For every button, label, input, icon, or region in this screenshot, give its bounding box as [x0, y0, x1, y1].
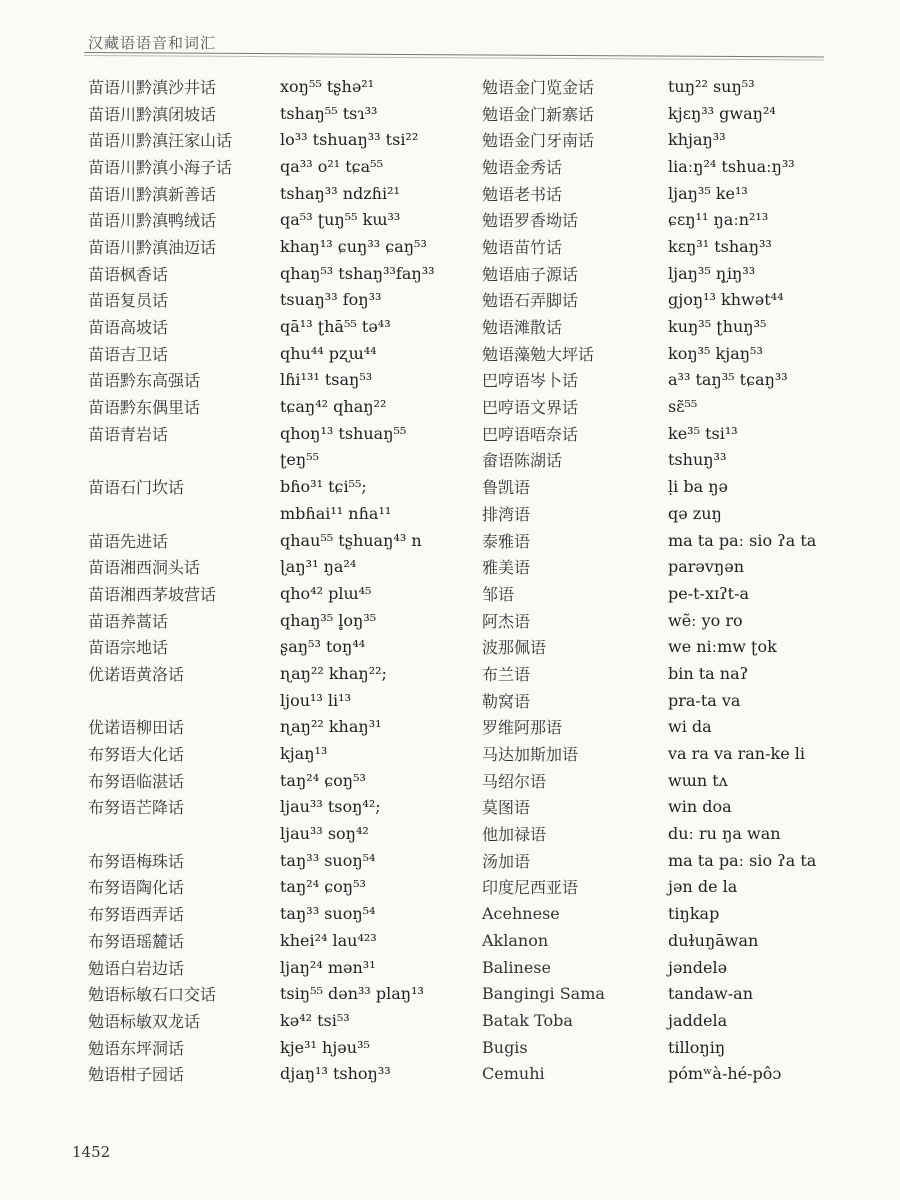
word-form: ɭaŋ³¹ ŋa²⁴	[280, 557, 357, 577]
entry-row	[482, 1034, 816, 1061]
word-form: xoŋ⁵⁵ tʂhə²¹	[280, 76, 375, 96]
language-name: 泰雅语	[482, 531, 531, 551]
entry-row	[80, 767, 435, 794]
entry-row	[482, 393, 816, 420]
language-name: 苗语高坡话	[88, 318, 169, 338]
language-name: 布努语大化话	[88, 745, 185, 765]
language-name: 优诺语柳田话	[88, 718, 185, 738]
entry-row	[482, 1007, 816, 1034]
entry-row	[80, 206, 435, 233]
language-name: 勉语标敏双龙话	[88, 1011, 201, 1031]
word-form: qhau⁵⁵ tʂhuaŋ⁴³ n	[280, 530, 422, 550]
entry-row	[80, 1007, 435, 1034]
language-name: 苗语川黔滇鸭绒话	[88, 211, 217, 231]
language-name: 苗语川黔滇沙井话	[88, 77, 217, 97]
language-name: 鲁凯语	[482, 478, 531, 498]
entry-row	[482, 980, 816, 1007]
running-title: 汉藏语语音和词汇	[88, 34, 217, 52]
entry-row	[482, 954, 816, 981]
language-name: 汤加语	[482, 851, 531, 871]
entry-row	[80, 687, 435, 714]
language-name: 邹语	[482, 584, 515, 604]
word-form: lɦi¹³¹ tsaŋ⁵³	[280, 370, 373, 390]
word-form: tsuaŋ³³ foŋ³³	[280, 290, 382, 310]
language-name: 布兰语	[482, 664, 531, 684]
word-form: we niːmw ʈok	[668, 637, 777, 657]
language-name: 布努语瑶麓话	[88, 931, 185, 951]
word-form: kə⁴² tsi⁵³	[280, 1010, 350, 1030]
entry-row	[80, 126, 435, 153]
language-name: Bangingi Sama	[482, 984, 605, 1004]
entry-row	[80, 580, 435, 607]
word-form: qhu⁴⁴ pʐɯ⁴⁴	[280, 343, 377, 363]
entry-row	[80, 447, 435, 474]
entry-row	[80, 633, 435, 660]
entry-row	[482, 927, 816, 954]
entry-row	[80, 660, 435, 687]
entry-row	[80, 527, 435, 554]
word-form: kuŋ³⁵ ʈhuŋ³⁵	[668, 317, 767, 337]
left-column	[80, 73, 435, 1087]
word-form: tshaŋ⁵⁵ tsɿ³³	[280, 103, 378, 123]
word-form: qa³³ o²¹ tɕa⁵⁵	[280, 156, 383, 176]
entry-row	[80, 367, 435, 394]
language-name: 苗语枫香话	[88, 264, 169, 284]
entry-row	[80, 313, 435, 340]
entry-row	[482, 794, 816, 821]
entry-row	[482, 553, 816, 580]
entry-row	[80, 900, 435, 927]
language-name: 苗语复员话	[88, 291, 169, 311]
word-form: khaŋ¹³ ɕuŋ³³ ɕaŋ⁵³	[280, 236, 427, 256]
word-form: qa⁵³ ʈuŋ⁵⁵ kɯ³³	[280, 210, 401, 230]
language-name: 苗语石门坎话	[88, 478, 185, 498]
entry-row	[482, 180, 816, 207]
word-form: tuŋ²² suŋ⁵³	[668, 76, 755, 96]
word-form: jən de la	[668, 877, 738, 897]
word-form: bɦo³¹ tɕi⁵⁵;	[280, 477, 367, 497]
entry-row	[80, 473, 435, 500]
entry-row	[80, 233, 435, 260]
entry-row	[80, 393, 435, 420]
entry-row	[80, 100, 435, 127]
word-form: duɫuŋāwan	[668, 930, 759, 950]
language-name: 勉语苗竹话	[482, 237, 563, 257]
word-form: kjaŋ¹³	[280, 744, 328, 764]
language-name: 苗语湘西洞头话	[88, 558, 201, 578]
word-form: tiŋkap	[668, 904, 720, 924]
entry-row	[80, 153, 435, 180]
entry-row	[80, 1034, 435, 1061]
word-form: pra-ta va	[668, 690, 741, 710]
entry-row	[80, 927, 435, 954]
word-form: ɳaŋ²² khaŋ²²;	[280, 663, 387, 683]
word-form: wẽː yo ro	[668, 610, 743, 630]
language-name: 苗语青岩话	[88, 424, 169, 444]
entry-row	[482, 687, 816, 714]
word-form: tshuŋ³³	[668, 450, 727, 470]
entry-row	[80, 847, 435, 874]
word-form: kje³¹ hjəu³⁵	[280, 1037, 370, 1057]
language-name: 排湾语	[482, 504, 531, 524]
word-form: duː ru ŋa wan	[668, 824, 781, 844]
word-form: ljaŋ³⁵ ke¹³	[668, 183, 748, 203]
word-form: jaddela	[668, 1010, 728, 1030]
word-form: tsiŋ⁵⁵ dən³³ plaŋ¹³	[280, 984, 424, 1004]
entry-row	[482, 847, 816, 874]
entry-row	[482, 820, 816, 847]
right-column	[482, 73, 816, 1087]
word-form: qho⁴² plɯ⁴⁵	[280, 583, 372, 603]
word-form: ḷi ba ŋə	[668, 477, 728, 497]
language-name: 布努语梅珠话	[88, 851, 185, 871]
entry-row	[482, 420, 816, 447]
language-name: Balinese	[482, 957, 551, 977]
language-name: 勉语滩散话	[482, 318, 563, 338]
language-name: 苗语黔东高强话	[88, 371, 201, 391]
entry-row	[80, 607, 435, 634]
entry-row	[80, 794, 435, 821]
entry-row	[482, 740, 816, 767]
word-form: pómʷà-hé-pôɔ	[668, 1064, 782, 1084]
language-name: 苗语黔东偶里话	[88, 398, 201, 418]
language-name: Bugis	[482, 1037, 528, 1057]
entry-row	[80, 820, 435, 847]
word-form: tandaw-an	[668, 984, 753, 1004]
language-name: 波那佩语	[482, 638, 547, 658]
entry-row	[482, 340, 816, 367]
language-name: 阿杰语	[482, 611, 531, 631]
entry-row	[482, 607, 816, 634]
entry-row	[482, 233, 816, 260]
entry-row	[80, 287, 435, 314]
language-name: 印度尼西亚语	[482, 878, 579, 898]
language-name: 勉语金门览金话	[482, 77, 595, 97]
language-name: 苗语川黔滇新善话	[88, 184, 217, 204]
entry-row	[482, 500, 816, 527]
word-form: ljaŋ³⁵ ɳ̥iŋ³³	[668, 263, 756, 283]
entry-row	[482, 367, 816, 394]
entry-row	[80, 980, 435, 1007]
entry-row	[482, 714, 816, 741]
entry-row	[80, 73, 435, 100]
word-form: qhoŋ¹³ tshuaŋ⁵⁵	[280, 423, 407, 443]
language-name: 苗语川黔滇小海子话	[88, 157, 233, 177]
entry-row	[482, 73, 816, 100]
language-name: 莫图语	[482, 798, 531, 818]
word-form: wɯn tʌ	[668, 770, 728, 790]
entry-row	[80, 260, 435, 287]
word-form: djaŋ¹³ tshoŋ³³	[280, 1064, 391, 1084]
word-form: qə zuŋ	[668, 503, 722, 523]
entry-row	[482, 473, 816, 500]
word-form: ke³⁵ tsi¹³	[668, 423, 738, 443]
word-form: ma ta paː sio ʔa ta	[668, 850, 817, 870]
language-name: 巴哼语唔奈话	[482, 424, 579, 444]
entry-row	[80, 340, 435, 367]
entry-row	[482, 580, 816, 607]
entry-row	[80, 714, 435, 741]
entry-row	[80, 740, 435, 767]
word-form: ɳaŋ²² khaŋ³¹	[280, 717, 382, 737]
word-form: taŋ³³ suoŋ⁵⁴	[280, 904, 376, 924]
language-name: 他加禄语	[482, 825, 547, 845]
word-form: a³³ taŋ³⁵ tɕaŋ³³	[668, 370, 788, 390]
entry-row	[80, 420, 435, 447]
language-name: 勉语老书话	[482, 184, 563, 204]
word-form: khei²⁴ lau⁴²³	[280, 930, 377, 950]
language-name: 畲语陈湖话	[482, 451, 563, 471]
language-name: Acehnese	[482, 904, 560, 924]
language-name: 马达加斯加语	[482, 745, 579, 765]
word-form: taŋ³³ suoŋ⁵⁴	[280, 850, 376, 870]
language-name: 罗维阿那语	[482, 718, 563, 738]
language-name: 苗语吉卫话	[88, 344, 169, 364]
entry-row	[80, 180, 435, 207]
language-name: 雅美语	[482, 558, 531, 578]
word-form: sɛ̃⁵⁵	[668, 397, 698, 417]
word-form: ljaŋ²⁴ mən³¹	[280, 957, 376, 977]
entry-row	[482, 260, 816, 287]
entry-row	[482, 874, 816, 901]
word-form: tɕaŋ⁴² qhaŋ²²	[280, 397, 387, 417]
language-name: 勉语庙子源话	[482, 264, 579, 284]
language-name: 勉语金门牙南话	[482, 131, 595, 151]
word-form: ʂaŋ⁵³ toŋ⁴⁴	[280, 637, 366, 657]
entry-row	[80, 874, 435, 901]
entry-row	[482, 313, 816, 340]
language-name: 优诺语黄洛话	[88, 664, 185, 684]
entry-row	[482, 1060, 816, 1087]
language-name: 苗语川黔滇汪家山话	[88, 131, 233, 151]
entry-row	[482, 206, 816, 233]
language-name: 勉语金门新寨话	[482, 104, 595, 124]
language-name: Aklanon	[482, 930, 549, 950]
word-form: kjɛŋ³³ gwaŋ²⁴	[668, 103, 776, 123]
word-form: taŋ²⁴ ɕoŋ⁵³	[280, 770, 366, 790]
language-name: 巴哼语文界话	[482, 398, 579, 418]
word-form: va ra va ran-ke li	[668, 744, 805, 764]
entry-row	[482, 100, 816, 127]
word-form: lo³³ tshuaŋ³³ tsi²²	[280, 130, 419, 150]
word-form: ma ta paː sio ʔa ta	[668, 530, 817, 550]
language-name: 勒窝语	[482, 691, 531, 711]
word-form: ljau³³ soŋ⁴²	[280, 824, 369, 844]
word-form: win doa	[668, 797, 732, 817]
entry-row	[80, 500, 435, 527]
language-name: 巴哼语岑卜话	[482, 371, 579, 391]
language-name: 苗语先进话	[88, 531, 169, 551]
word-form: qā¹³ ʈhā⁵⁵ tə⁴³	[280, 317, 391, 337]
word-form: ljou¹³ li¹³	[280, 690, 351, 710]
word-form: qhaŋ³⁵ l̥oŋ³⁵	[280, 610, 377, 630]
language-name: 苗语养蒿话	[88, 611, 169, 631]
entry-row	[80, 553, 435, 580]
word-form: koŋ³⁵ kjaŋ⁵³	[668, 343, 763, 363]
word-form: pe-t-xɪʔt-a	[668, 583, 750, 603]
entry-row	[482, 767, 816, 794]
word-form: bin ta naʔ	[668, 663, 749, 683]
language-name: Cemuhi	[482, 1064, 545, 1084]
word-form: parəvŋən	[668, 557, 745, 577]
entry-row	[482, 126, 816, 153]
entry-row	[80, 954, 435, 981]
page-number: 1452	[72, 1143, 111, 1161]
entry-row	[80, 1060, 435, 1087]
entry-row	[482, 633, 816, 660]
word-form: liaːŋ²⁴ tshuaːŋ³³	[668, 156, 795, 176]
language-name: 布努语陶化话	[88, 878, 185, 898]
word-form: tshaŋ³³ ndzɦi²¹	[280, 183, 400, 203]
language-name: 勉语石弄脚话	[482, 291, 579, 311]
entry-row	[482, 900, 816, 927]
language-name: 勉语东坪洞话	[88, 1038, 185, 1058]
language-name: 布努语芒降话	[88, 798, 185, 818]
language-name: 勉语藻勉大坪话	[482, 344, 595, 364]
language-name: 勉语金秀话	[482, 157, 563, 177]
language-name: 勉语白岩边话	[88, 958, 185, 978]
word-form: mbɦai¹¹ nɦa¹¹	[280, 503, 392, 523]
language-name: 布努语西弄话	[88, 905, 185, 925]
word-form: ʈeŋ⁵⁵	[280, 450, 320, 470]
language-name: 苗语川黔滇闭坡话	[88, 104, 217, 124]
entry-row	[482, 527, 816, 554]
word-form: kɛŋ³¹ tshaŋ³³	[668, 236, 772, 256]
entry-row	[482, 153, 816, 180]
language-name: 勉语罗香坳话	[482, 211, 579, 231]
word-form: tilloŋiŋ	[668, 1037, 726, 1057]
word-form: taŋ²⁴ ɕoŋ⁵³	[280, 877, 366, 897]
entry-row	[482, 660, 816, 687]
language-name: Batak Toba	[482, 1010, 573, 1030]
language-name: 勉语柑子园话	[88, 1065, 185, 1085]
word-form: ɕɛŋ¹¹ ŋaːn²¹³	[668, 210, 769, 230]
word-form: khjaŋ³³	[668, 130, 726, 150]
language-name: 苗语川黔滇油迈话	[88, 237, 217, 257]
word-form: jəndelə	[668, 957, 728, 977]
word-form: gjoŋ¹³ khwət⁴⁴	[668, 290, 784, 310]
language-name: 苗语湘西茅坡营话	[88, 584, 217, 604]
word-form: qhaŋ⁵³ tshaŋ³³faŋ³³	[280, 263, 435, 283]
word-form: ljau³³ tsoŋ⁴²;	[280, 797, 381, 817]
language-name: 勉语标敏石口交话	[88, 985, 217, 1005]
language-name: 马绍尔语	[482, 771, 547, 791]
entry-row	[482, 287, 816, 314]
language-name: 布努语临湛话	[88, 771, 185, 791]
word-form: wi da	[668, 717, 712, 737]
language-name: 苗语宗地话	[88, 638, 169, 658]
entry-row	[482, 447, 816, 474]
